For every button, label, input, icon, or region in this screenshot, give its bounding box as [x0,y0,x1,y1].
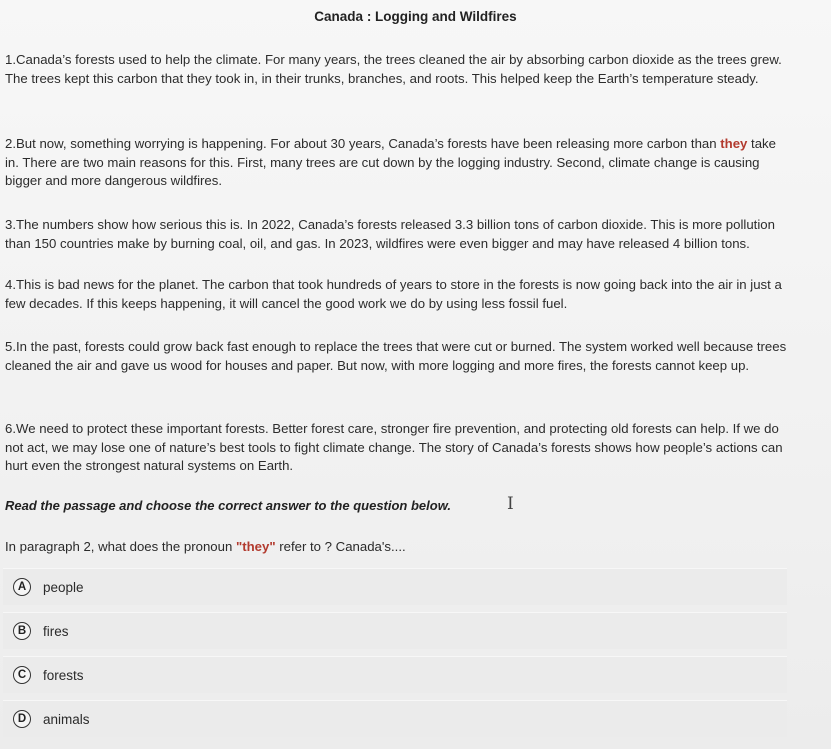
option-a-letter: A [13,578,31,596]
option-c-letter: C [13,666,31,684]
text-cursor-icon: I [507,494,514,514]
instruction-text: Read the passage and choose the correct answer to the question below. [5,498,451,513]
option-c-label: forests [43,667,84,683]
option-b-letter: B [13,622,31,640]
paragraph-4: 4.This is bad news for the planet. The carbon that took hundreds of years to store in the forests is now going back into the air in just a few decades. If this keeps happening, it will cancel the good work we do by using less fossil fuel. [5,277,782,311]
paragraph-2 [5,135,790,191]
option-b[interactable] [3,612,787,649]
option-d[interactable] [3,700,787,737]
question-text-b: refer to ? Canada's.... [275,539,406,554]
passage-title: Canada : Logging and Wildfires [314,9,517,24]
paragraph-6: 6.We need to protect these important forests. Better forest care, stronger fire prevention, and protecting old forests can help. If we do not act, we may lose one of nature’s best tools to fight climate change. The story of Canada’s forests shows how people’s actions can hurt even the strongest natural systems on Earth. [5,421,783,473]
option-b-label: fires [43,623,69,639]
option-a-label: people [43,579,84,595]
question-text-a: In paragraph 2, what does the pronoun [5,539,236,554]
option-d-letter: D [13,710,31,728]
question-highlight: "they" [235,539,276,554]
option-c[interactable] [3,656,787,693]
option-d-label: animals [43,711,90,727]
option-a[interactable] [3,568,787,605]
paragraph-1: 1.Canada’s forests used to help the climate. For many years, the trees cleaned the air by absorbing carbon dioxide as the trees grew. The trees kept this carbon that they took in, in their trunks, branches, and roots. This helped keep the Earth’s temperature steady. [5,52,782,86]
paragraph-2-text-b: take in. There are two main reasons for this. First, many trees are cut down by the logging industry. Second, climate change is causing bigger and more dangerous wildfires. [5,136,776,188]
paragraph-5: 5.In the past, forests could grow back fast enough to replace the trees that were cut or burned. The system worked well because trees cleaned the air and gave us wood for houses and paper. But now, with more logging and more fires, the forests cannot keep up. [5,339,787,373]
question-text [5,539,406,554]
pronoun-highlight: they [720,136,748,151]
paragraph-3: 3.The numbers show how serious this is. In 2022, Canada’s forests released 3.3 billion tons of carbon dioxide. This is more pollution than 150 countries make by burning coal, oil, and gas. In 2023, wildfires were even bigger and may have released 4 billion tons. [5,217,775,251]
paragraph-2-text-a: 2.But now, something worrying is happening. For about 30 years, Canada’s forests have been releasing more carbon than [5,136,721,151]
